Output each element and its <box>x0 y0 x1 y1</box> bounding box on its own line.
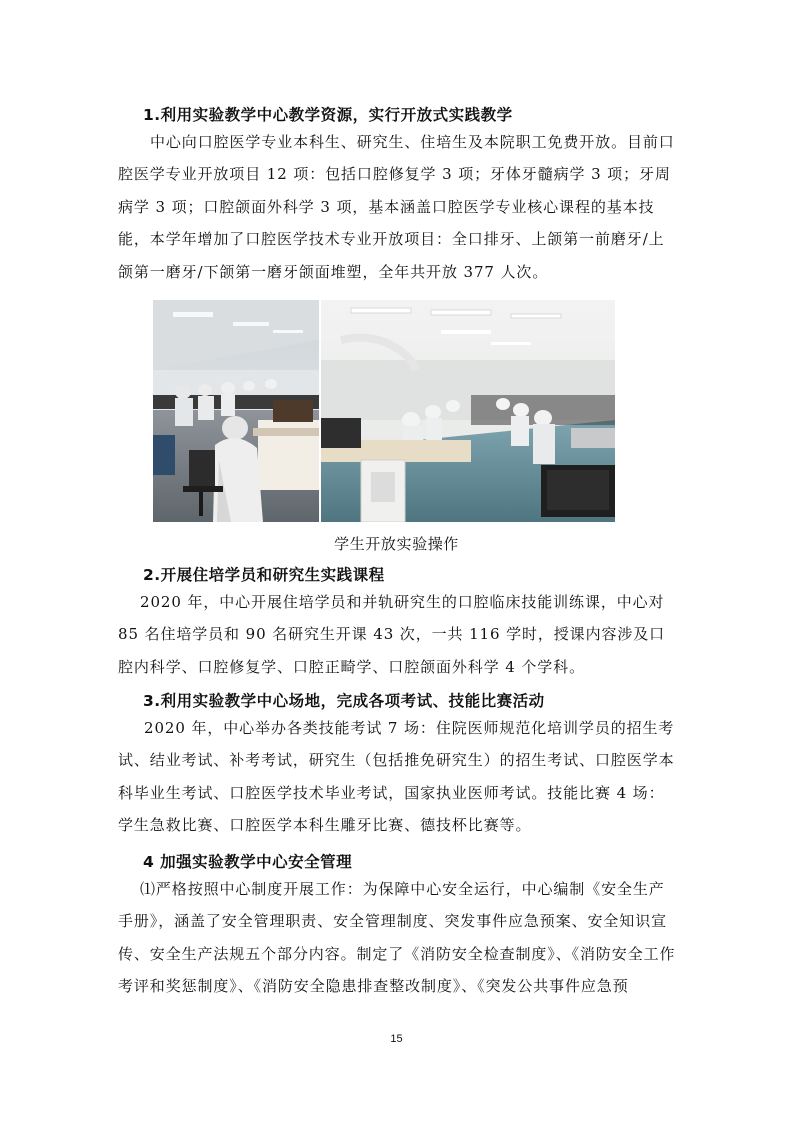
section2-paragraph: 2020 年，中心开展住培学员和并轨研究生的口腔临床技能训练课，中心对 85 名住培学员和 90 名研究生开课 43 次，一共 116 学时，授课内容涉及口腔内科学、口腔修复学、口腔正畸学、口腔颌面外科学 4 个学科。 <box>118 593 666 676</box>
section4-paragraph: ⑴严格按照中心制度开展工作：为保障中心安全运行，中心编制《安全生产手册》，涵盖了安全管理职责、安全管理制度、突发事件应急预案、安全知识宣传、安全生产法规五个部分内容。制定了《消防安全检查制度》、《消防安全工作考评和奖惩制度》、《消防安全隐患排查整改制度》、《突发公共事件应急预 <box>118 880 676 996</box>
figure-caption: 学生开放实验操作 <box>334 535 459 553</box>
section3-paragraph: 2020 年，中心举办各类技能考试 7 场：住院医师规范化培训学员的招生考试、结业考试、补考考试，研究生（包括推免研究生）的招生考试、口腔医学本科毕业生考试、口腔医学技术毕业考试，国家执业医师考试。技能比赛 4 场：学生急救比赛、口腔医学本科生雕牙比赛、德技杯比赛等。 <box>118 719 675 835</box>
section2-heading: 2.开展住培学员和研究生实践课程 <box>143 566 385 584</box>
page-number: 15 <box>390 1033 403 1045</box>
lab-photo-left <box>153 300 319 522</box>
section4-heading: 4 加强实验教学中心安全管理 <box>143 853 353 871</box>
lab-photos <box>153 300 615 522</box>
section1-paragraph: 中心向口腔医学专业本科生、研究生、住培生及本院职工免费开放。目前口腔医学专业开放项目 12 项：包括口腔修复学 3 项；牙体牙髓病学 3 项；牙周病学 3 项；口腔颌面外科学 3 项，基本涵盖口腔医学专业核心课程的基本技能，本学年增加了口腔医学技术专业开放项目：全口排牙、上颌第一前磨牙/上颌第一磨牙/下颌第一磨牙颌面堆塑，全年共开放 377 人次。 <box>118 133 675 281</box>
section3-heading: 3.利用实验教学中心场地，完成各项考试、技能比赛活动 <box>143 692 545 710</box>
section1-heading: 1.利用实验教学中心教学资源，实行开放式实践教学 <box>143 106 513 124</box>
lab-photo-right <box>321 300 615 522</box>
